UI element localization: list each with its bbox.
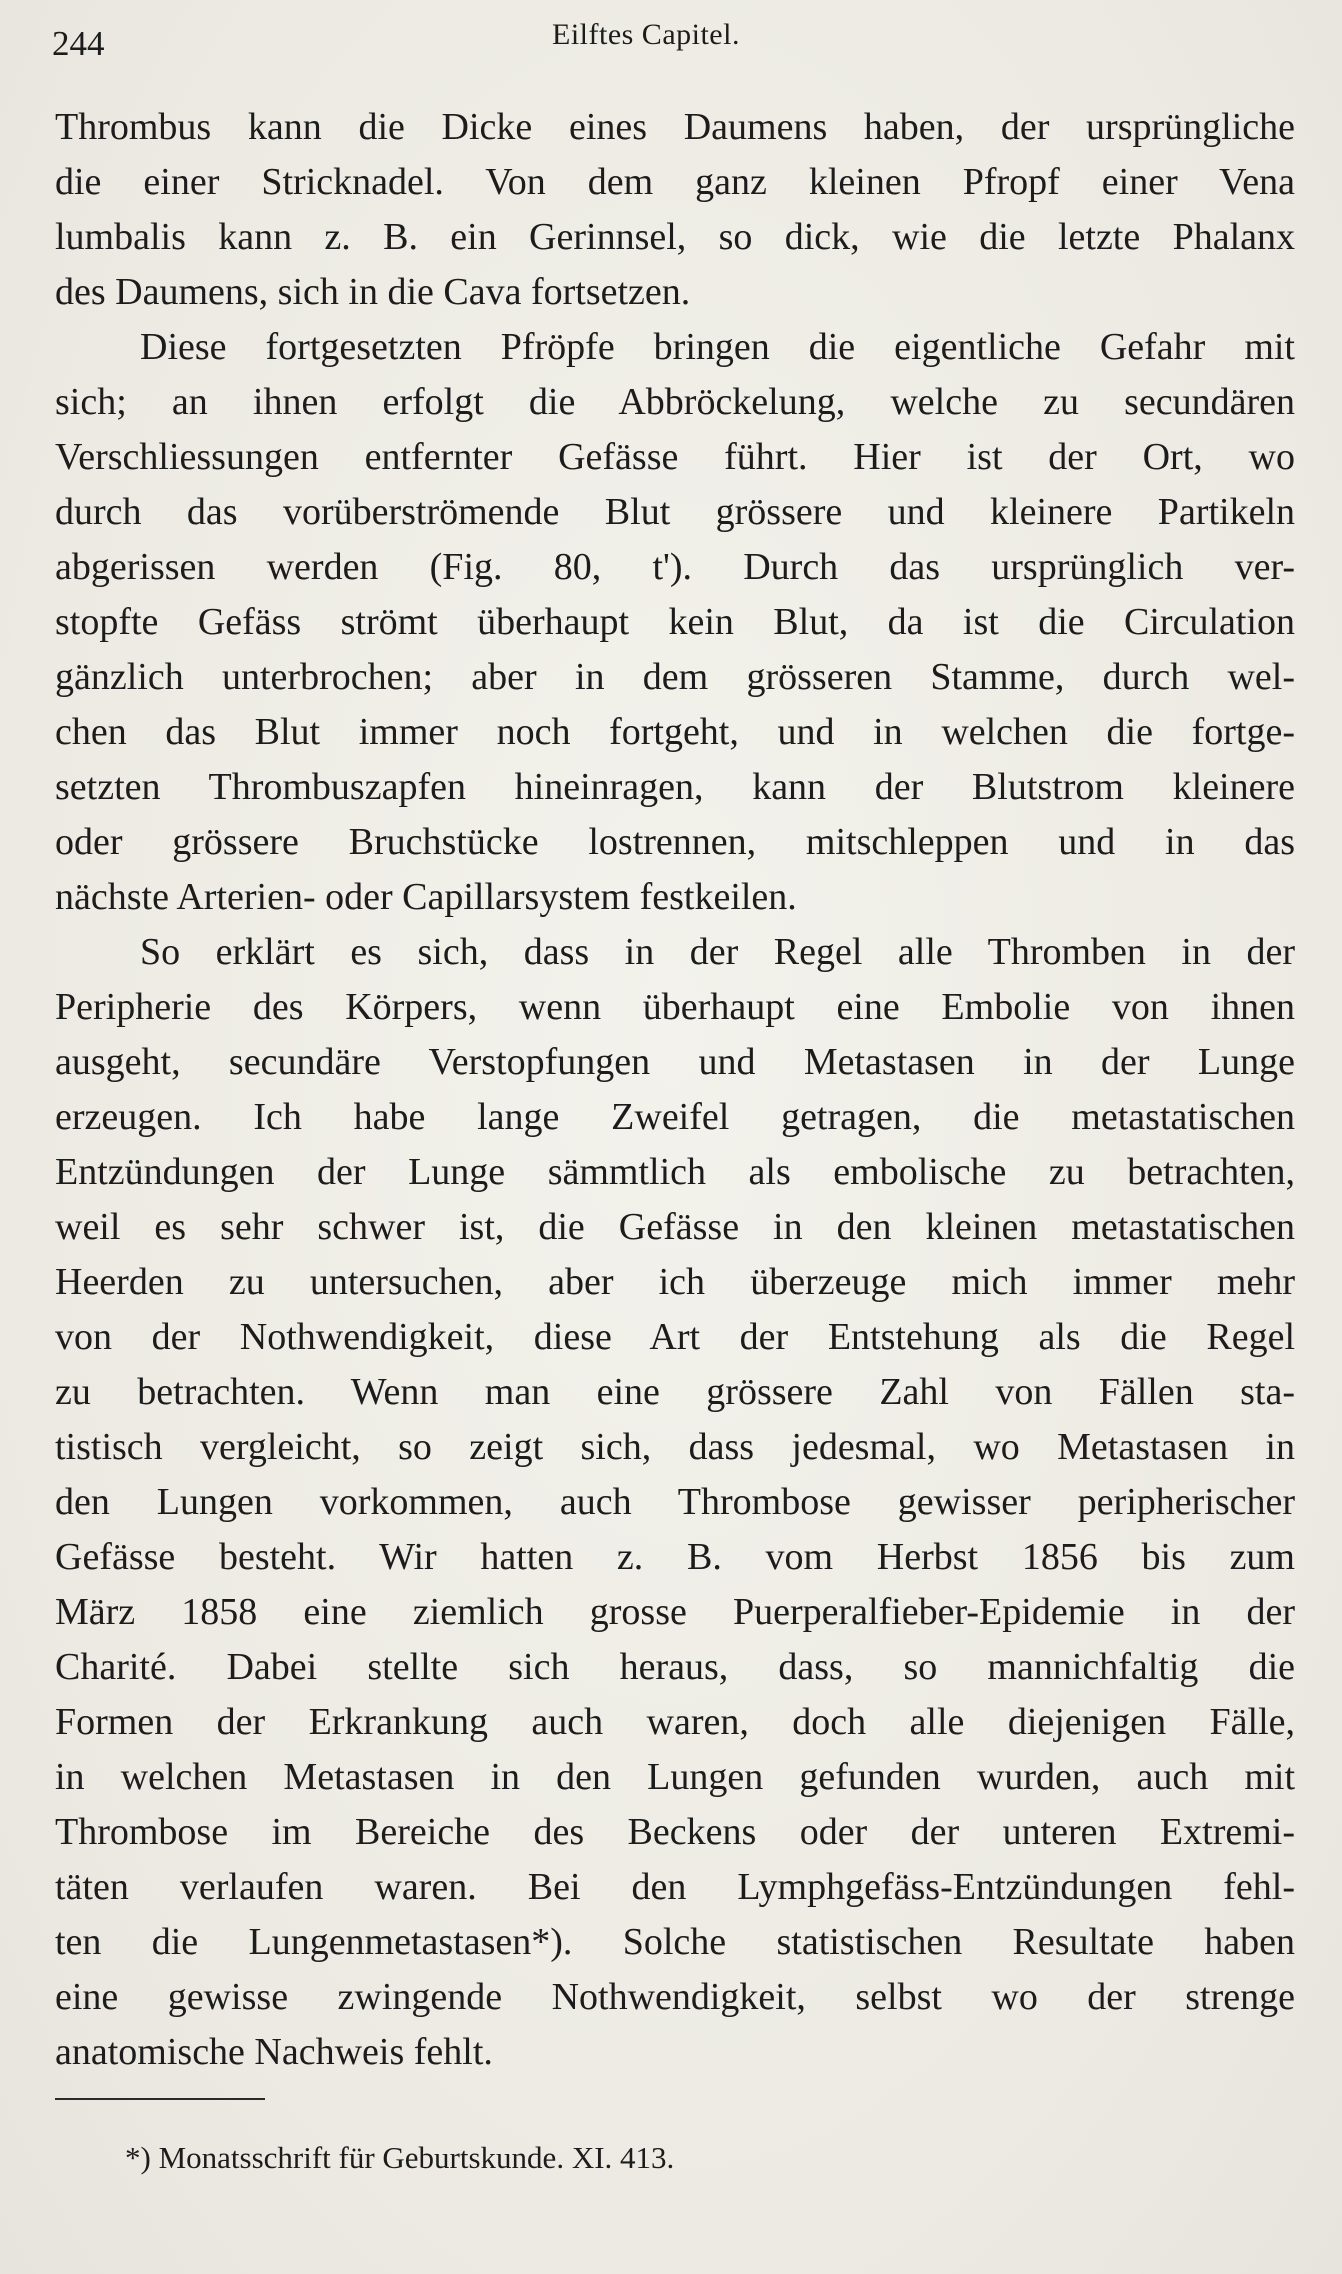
page-number: 244 xyxy=(52,24,105,63)
text-line: Entzündungen der Lunge sämmtlich als embolische zu betrachten, xyxy=(55,1151,1295,1193)
text-line: Charité. Dabei stellte sich heraus, dass, so mannichfaltig die xyxy=(55,1646,1295,1688)
text-line: Gefässe besteht. Wir hatten z. B. vom Herbst 1856 bis zum xyxy=(55,1536,1295,1578)
text-line: eine gewisse zwingende Nothwendigkeit, selbst wo der strenge xyxy=(55,1976,1295,2018)
paragraph-start-line: So erklärt es sich, dass in der Regel alle Thromben in der xyxy=(140,931,1295,973)
body-text xyxy=(55,100,1295,2080)
text-line: anatomische Nachweis fehlt. xyxy=(55,2031,493,2073)
text-line: des Daumens, sich in die Cava fortsetzen. xyxy=(55,271,691,313)
text-line: Peripherie des Körpers, wenn überhaupt eine Embolie von ihnen xyxy=(55,986,1295,1028)
text-line: nächste Arterien- oder Capillarsystem festkeilen. xyxy=(55,876,797,918)
text-line: den Lungen vorkommen, auch Thrombose gewisser peripherischer xyxy=(55,1481,1295,1523)
text-line: zu betrachten. Wenn man eine grössere Zahl von Fällen sta- xyxy=(55,1371,1295,1413)
text-line: oder grössere Bruchstücke lostrennen, mitschleppen und in das xyxy=(55,821,1295,863)
text-line: in welchen Metastasen in den Lungen gefunden wurden, auch mit xyxy=(55,1756,1295,1798)
text-line: chen das Blut immer noch fortgeht, und in welchen die fortge- xyxy=(55,711,1295,753)
text-line: ten die Lungenmetastasen*). Solche statistischen Resultate haben xyxy=(55,1921,1295,1963)
text-line: ausgeht, secundäre Verstopfungen und Metastasen in der Lunge xyxy=(55,1041,1295,1083)
footnote-divider xyxy=(55,2098,265,2100)
text-line: die einer Stricknadel. Von dem ganz kleinen Pfropf einer Vena xyxy=(55,161,1295,203)
page-header xyxy=(52,18,1294,68)
text-line: sich; an ihnen erfolgt die Abbröckelung, welche zu secundären xyxy=(55,381,1295,423)
paragraph-start-line: Diese fortgesetzten Pfröpfe bringen die eigentliche Gefahr mit xyxy=(140,326,1295,368)
text-line: abgerissen werden (Fig. 80, t'). Durch das ursprünglich ver- xyxy=(55,546,1295,588)
text-line: Formen der Erkrankung auch waren, doch alle diejenigen Fälle, xyxy=(55,1701,1295,1743)
text-line: täten verlaufen waren. Bei den Lymphgefäss-Entzündungen fehl- xyxy=(55,1866,1295,1908)
text-line: Verschliessungen entfernter Gefässe führt. Hier ist der Ort, wo xyxy=(55,436,1295,478)
text-line: lumbalis kann z. B. ein Gerinnsel, so dick, wie die letzte Phalanx xyxy=(55,216,1295,258)
text-line: durch das vorüberströmende Blut grössere und kleinere Partikeln xyxy=(55,491,1295,533)
text-line: erzeugen. Ich habe lange Zweifel getragen, die metastatischen xyxy=(55,1096,1295,1138)
text-line: setzten Thrombuszapfen hineinragen, kann der Blutstrom kleinere xyxy=(55,766,1295,808)
text-line: Thrombus kann die Dicke eines Daumens haben, der ursprüngliche xyxy=(55,106,1295,148)
text-line: März 1858 eine ziemlich grosse Puerperalfieber-Epidemie in der xyxy=(55,1591,1295,1633)
text-line: Heerden zu untersuchen, aber ich überzeuge mich immer mehr xyxy=(55,1261,1295,1303)
text-line: stopfte Gefäss strömt überhaupt kein Blut, da ist die Circulation xyxy=(55,601,1295,643)
text-line: tistisch vergleicht, so zeigt sich, dass jedesmal, wo Metastasen in xyxy=(55,1426,1295,1468)
text-line: von der Nothwendigkeit, diese Art der Entstehung als die Regel xyxy=(55,1316,1295,1358)
text-line: gänzlich unterbrochen; aber in dem grösseren Stamme, durch wel- xyxy=(55,656,1295,698)
running-head: Eilftes Capitel. xyxy=(552,18,740,51)
text-line: Thrombose im Bereiche des Beckens oder der unteren Extremi- xyxy=(55,1811,1295,1853)
footnote: *) Monatsschrift für Geburtskunde. XI. 413. xyxy=(125,2140,675,2175)
text-line: weil es sehr schwer ist, die Gefässe in den kleinen metastatischen xyxy=(55,1206,1295,1248)
